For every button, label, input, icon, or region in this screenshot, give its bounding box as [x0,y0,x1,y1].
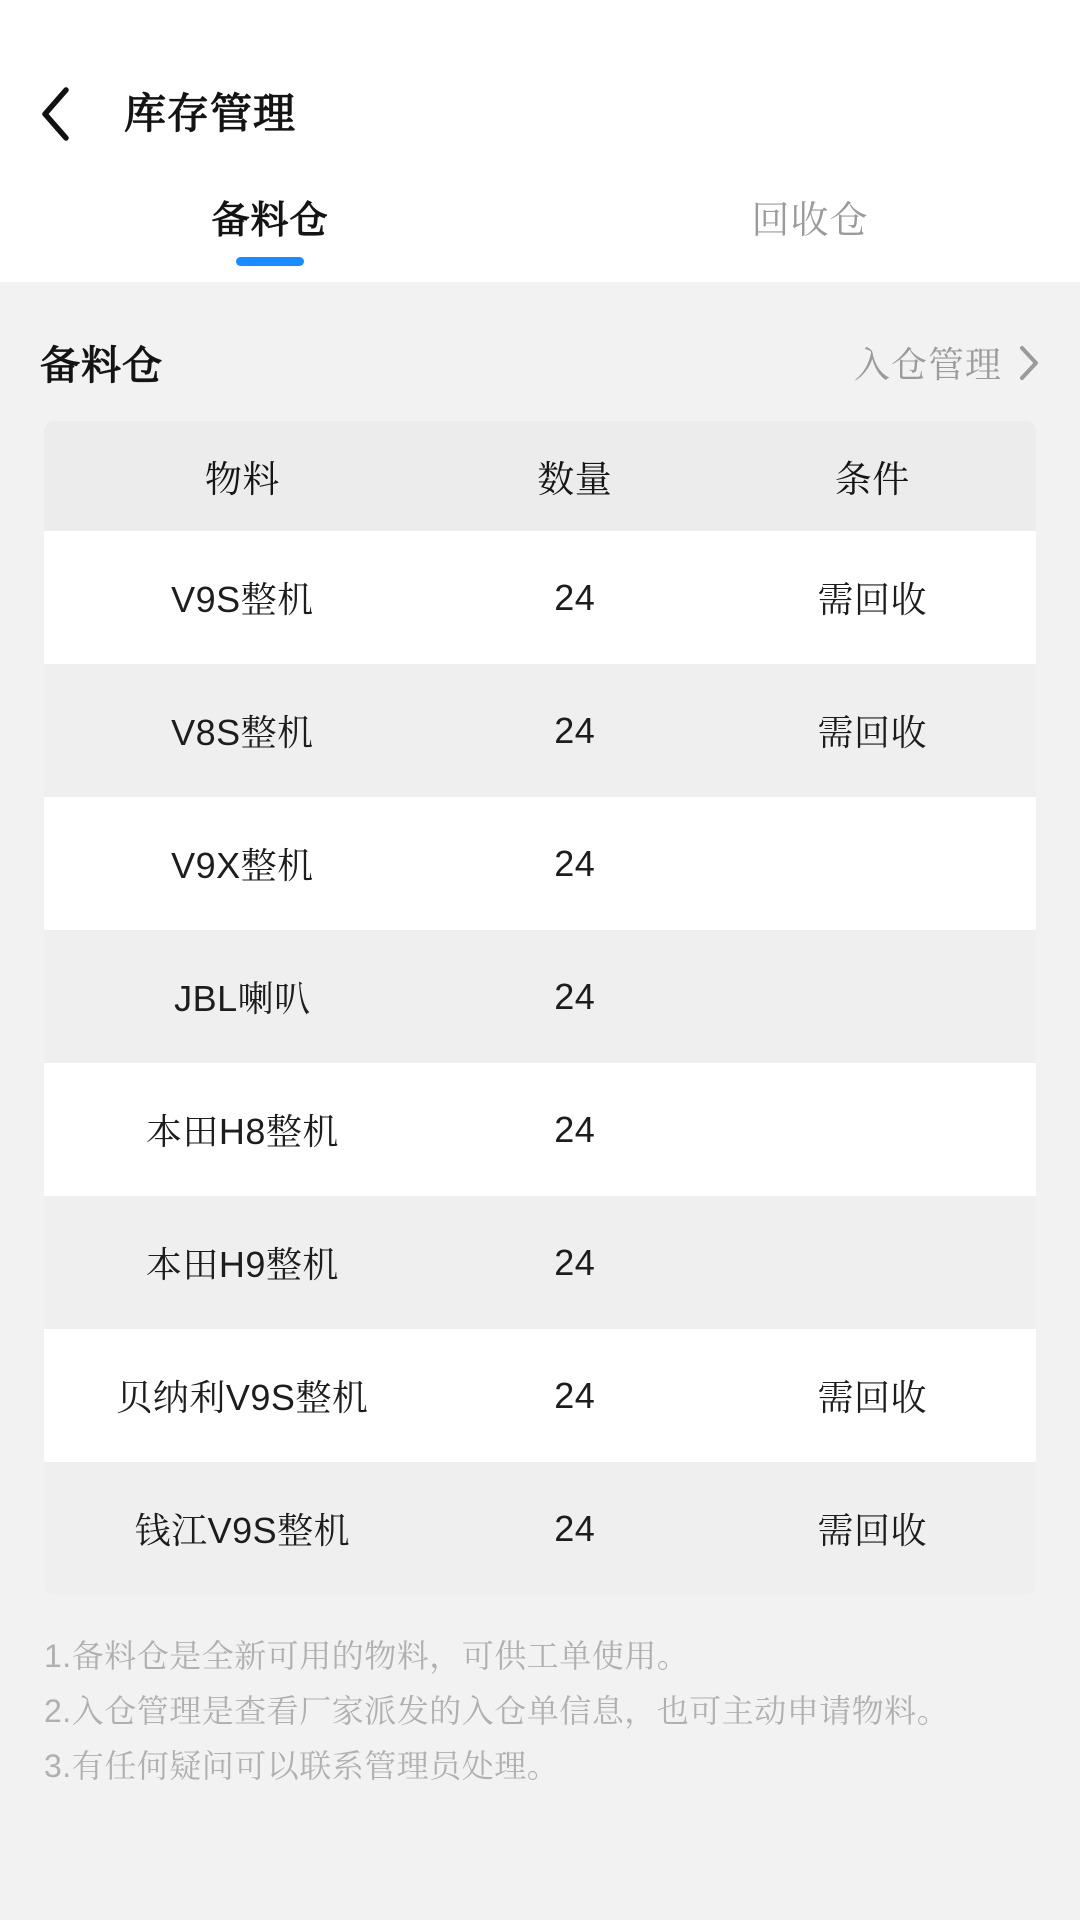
table-row[interactable] [44,797,1036,930]
main-content [0,282,1080,1920]
inventory-table [44,421,1036,1595]
cell-material: 本田H8整机 [145,1111,339,1152]
chevron-right-icon [1018,344,1040,382]
cell-quantity: 24 [554,1108,596,1150]
cell-condition: 需回收 [817,712,928,753]
tab-huishoucang[interactable] [540,150,1080,282]
cell-condition: 需回收 [817,579,928,620]
cell-material: V9S整机 [171,579,314,620]
column-header-material: 物料 [204,459,280,500]
table-header-row [44,421,1036,531]
cell-condition: 需回收 [817,1510,928,1551]
tab-label: 回收仓 [751,199,869,242]
section-header [0,312,1080,407]
cell-quantity: 24 [554,709,596,751]
cell-material: JBL喇叭 [174,978,311,1019]
chevron-left-icon[interactable] [38,84,82,144]
table-row[interactable] [44,531,1036,664]
navigation-bar [0,78,1080,150]
cell-material: 钱江V9S整机 [134,1510,351,1551]
cell-quantity: 24 [554,576,596,618]
note-item: 1.备料仓是全新可用的物料，可供工单使用。 [44,1638,690,1674]
table-row[interactable] [44,930,1036,1063]
section-title: 备料仓 [40,344,163,388]
tab-label: 备料仓 [211,199,329,242]
notes-list [0,1595,1080,1794]
cell-material: 贝纳利V9S整机 [116,1377,369,1418]
section-action-label: 入仓管理 [853,344,1002,385]
table-row[interactable] [44,1196,1036,1329]
cell-material: 本田H9整机 [145,1244,339,1285]
column-header-condition: 条件 [834,459,910,500]
cell-quantity: 24 [554,1241,596,1283]
cell-quantity: 24 [554,1507,596,1549]
cell-material: V9X整机 [171,845,314,886]
cell-material: V8S整机 [171,712,314,753]
tab-active-indicator [236,257,304,266]
column-header-quantity: 数量 [537,459,613,500]
app-header [0,0,1080,282]
cell-quantity: 24 [554,1374,596,1416]
tab-beiliaocang[interactable] [0,150,540,282]
table-row[interactable] [44,1063,1036,1196]
tab-bar [0,150,1080,282]
table-row[interactable] [44,1329,1036,1462]
warehouse-entry-management-link[interactable] [854,337,1040,388]
cell-quantity: 24 [554,975,596,1017]
note-item: 3.有任何疑问可以联系管理员处理。 [44,1748,560,1785]
table-row[interactable] [44,1462,1036,1595]
table-row[interactable] [44,664,1036,797]
note-item: 2.入仓管理是查看厂家派发的入仓单信息，也可主动申请物料。 [44,1693,950,1730]
cell-quantity: 24 [554,842,596,884]
cell-condition: 需回收 [817,1377,928,1418]
page-title: 库存管理 [124,90,297,137]
